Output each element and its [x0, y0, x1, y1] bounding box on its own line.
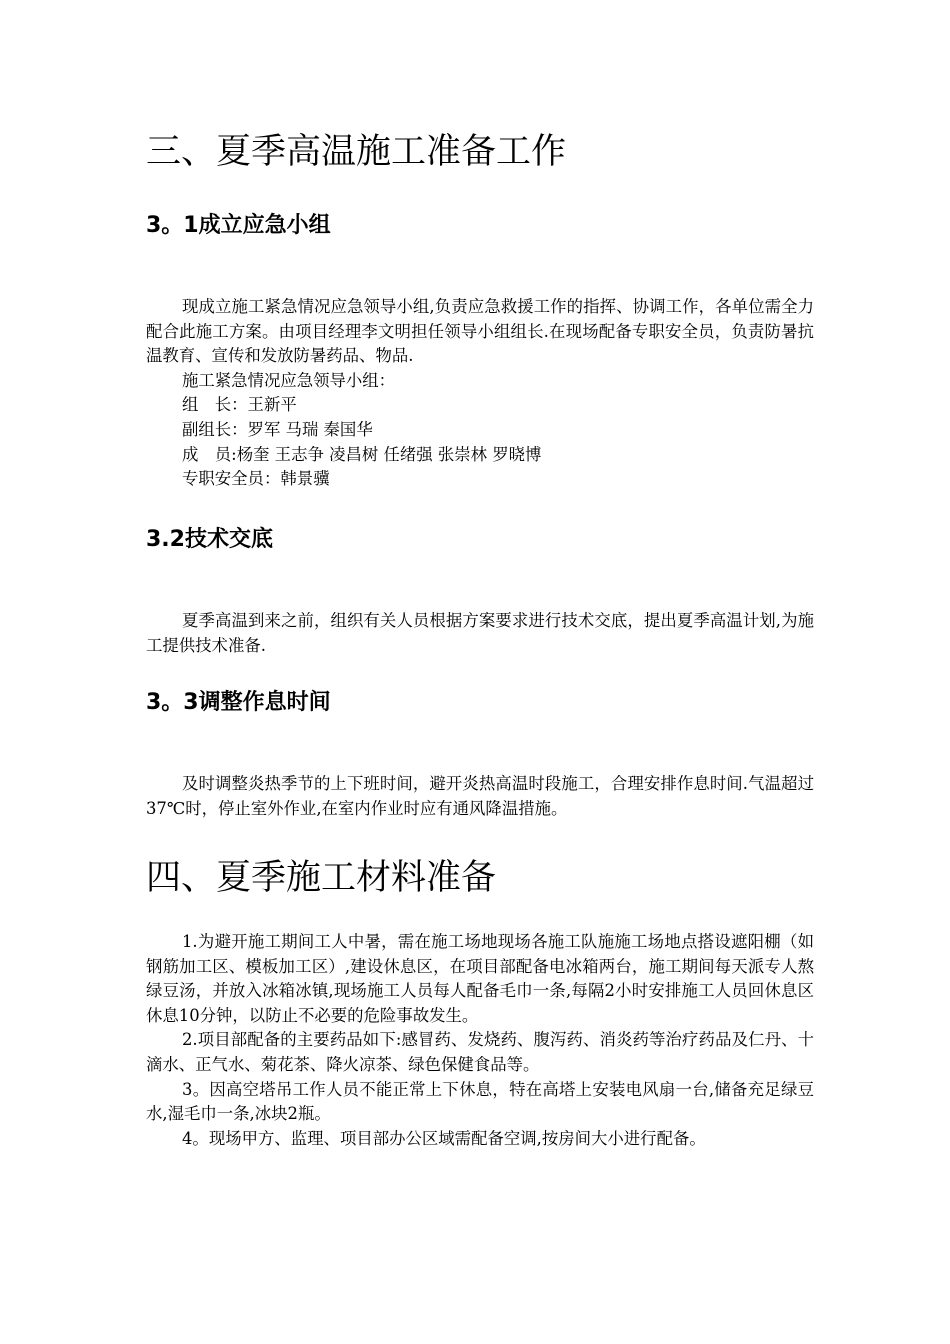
- section-3-title: 三、夏季高温施工准备工作: [146, 132, 567, 172]
- section-3-1-heading: 3。1成立应急小组: [146, 213, 331, 238]
- section-4-title: 四、夏季施工材料准备: [146, 858, 497, 898]
- section-3-3-body: [146, 772, 814, 821]
- section-4-item: 4。现场甲方、监理、项目部办公区域需配备空调,按房间大小进行配备。: [182, 1128, 706, 1148]
- team-deputy: 副组长：罗军 马瑞 秦国华: [182, 419, 373, 439]
- team-title: 施工紧急情况应急领导小组：: [182, 370, 396, 390]
- section-3-2-paragraph: 夏季高温到来之前，组织有关人员根据方案要求进行技术交底，提出夏季高温计划,为施工提供技术准备.: [146, 611, 814, 655]
- section-3-1-paragraph: 现成立施工紧急情况应急领导小组,负责应急救援工作的指挥、协调工作，各单位需全力配合此施工方案。由项目经理李文明担任领导小组组长.在现场配备专职安全员，负责防暑抗温教育、宣传和发放防暑药品、物品.: [146, 297, 814, 366]
- team-members: 成 员:杨奎 王志争 凌昌树 任绪强 张崇林 罗晓博: [182, 444, 542, 464]
- section-3-3-paragraph: 及时调整炎热季节的上下班时间，避开炎热高温时段施工，合理安排作息时间.气温超过37℃时，停止室外作业,在室内作业时应有通风降温措施。: [146, 774, 814, 818]
- team-leader: 组 长：王新平: [182, 395, 297, 415]
- section-4-item: 2.项目部配备的主要药品如下:感冒药、发烧药、腹泻药、消炎药等治疗药品及仁丹、十滴水、正气水、菊花茶、降火凉茶、绿色保健食品等。: [146, 1030, 814, 1074]
- section-4-item: 3。因高空塔吊工作人员不能正常上下休息，特在高塔上安装电风扇一台,储备充足绿豆水,湿毛巾一条,冰块2瓶。: [146, 1079, 814, 1124]
- section-3-2-heading: 3.2技术交底: [146, 527, 273, 552]
- safety-officer: 专职安全员：韩景骥: [182, 469, 330, 489]
- section-3-3-heading: 3。3调整作息时间: [146, 690, 331, 715]
- section-4-item: 1.为避开施工期间工人中暑，需在施工场地现场各施工队施施工场地点搭设遮阳棚（如钢筋加工区、模板加工区）,建设休息区，在项目部配备电冰箱两台，施工期间每天派专人熬绿豆汤，并放入冰箱冰镇,现场施工人员每人配备毛巾一条,每隔2小时安排施工人员回休息区休息10分钟，以防止不必要的危险事故发生。: [146, 932, 814, 1025]
- section-3-1-body: [146, 295, 814, 492]
- section-3-2-body: [146, 609, 814, 658]
- section-4-body: [146, 930, 814, 1151]
